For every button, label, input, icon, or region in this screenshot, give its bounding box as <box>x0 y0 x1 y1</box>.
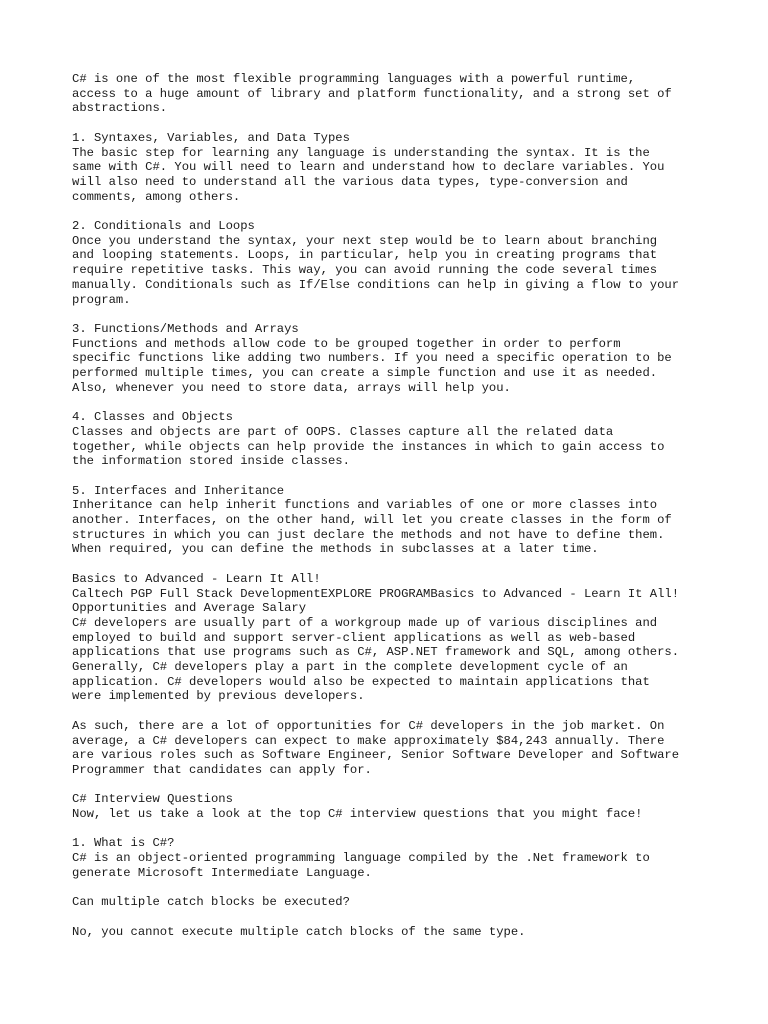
text-line: manually. Conditionals such as If/Else conditions can help in giving a flow to your <box>72 277 680 292</box>
text-line: Generally, C# developers play a part in the complete development cycle of an <box>72 660 628 675</box>
paragraph <box>72 719 722 778</box>
text-line: structures in which you can just declare the methods and not have to define them. <box>72 527 665 542</box>
paragraph <box>72 895 722 910</box>
paragraph <box>72 836 722 880</box>
text-line: C# developers are usually part of a workgroup made up of various disciplines and <box>72 615 658 630</box>
text-line: Now, let us take a look at the top C# interview questions that you might face! <box>72 807 643 822</box>
paragraph <box>72 925 722 940</box>
paragraph-first-line: 4. Classes and Objects <box>72 410 233 425</box>
text-line: will also need to understand all the various data types, type-conversion and <box>72 174 628 189</box>
text-line: Functions and methods allow code to be grouped together in order to perform <box>72 336 621 351</box>
text-line: Opportunities and Average Salary <box>72 601 307 616</box>
text-line: require repetitive tasks. This way, you can avoid running the code several times <box>72 263 658 278</box>
paragraph <box>72 484 722 558</box>
text-line: application. C# developers would also be expected to maintain applications that <box>72 674 650 689</box>
text-line: average, a C# developers can expect to make approximately $84,243 annually. There <box>72 733 665 748</box>
text-line: employed to build and support server-client applications as well as web-based <box>72 630 636 645</box>
paragraph-first-line: 1. Syntaxes, Variables, and Data Types <box>72 130 350 145</box>
paragraph-first-line: C# Interview Questions <box>72 792 233 807</box>
text-line: applications that use programs such as C#, ASP.NET framework and SQL, among others. <box>72 645 680 660</box>
text-line: together, while objects can help provide the instances in which to gain access to <box>72 439 665 454</box>
paragraph <box>72 322 722 396</box>
paragraph-first-line: Basics to Advanced - Learn It All! <box>72 571 321 586</box>
paragraph <box>72 219 722 307</box>
text-line: another. Interfaces, on the other hand, will let you create classes in the form of <box>72 513 672 528</box>
document-page <box>72 72 722 954</box>
text-line: abstractions. <box>72 101 168 116</box>
text-line: The basic step for learning any language is understanding the syntax. It is the <box>72 145 650 160</box>
text-line: Inheritance can help inherit functions and variables of one or more classes into <box>72 498 658 513</box>
paragraph-first-line: As such, there are a lot of opportunities for C# developers in the job market. On <box>72 718 665 733</box>
paragraph-first-line: C# is one of the most flexible programming languages with a powerful runtime, <box>72 72 636 86</box>
paragraph <box>72 792 722 821</box>
text-line: and looping statements. Loops, in particular, help you in creating programs that <box>72 248 658 263</box>
text-line: C# is an object-oriented programming language compiled by the .Net framework to <box>72 851 650 866</box>
paragraph-first-line: 5. Interfaces and Inheritance <box>72 483 285 498</box>
paragraph-first-line: Can multiple catch blocks be executed? <box>72 895 350 910</box>
text-line: Once you understand the syntax, your next step would be to learn about branching <box>72 233 658 248</box>
paragraph <box>72 572 722 704</box>
text-line: access to a huge amount of library and platform functionality, and a strong set of <box>72 86 672 101</box>
text-line: generate Microsoft Intermediate Language. <box>72 865 372 880</box>
paragraph <box>72 131 722 205</box>
text-line: comments, among others. <box>72 189 241 204</box>
text-line: were implemented by previous developers. <box>72 689 365 704</box>
text-line: Classes and objects are part of OOPS. Classes capture all the related data <box>72 424 614 439</box>
document-body <box>72 72 722 939</box>
paragraph <box>72 410 722 469</box>
text-line: When required, you can define the methods in subclasses at a later time. <box>72 542 599 557</box>
text-line: specific functions like adding two numbers. If you need a specific operation to be <box>72 351 672 366</box>
text-line: same with C#. You will need to learn and understand how to declare variables. You <box>72 160 665 175</box>
text-line: Programmer that candidates can apply for. <box>72 762 372 777</box>
paragraph-first-line: 2. Conditionals and Loops <box>72 219 255 233</box>
text-line: the information stored inside classes. <box>72 454 350 469</box>
text-line: program. <box>72 292 131 307</box>
text-line: Also, whenever you need to store data, arrays will help you. <box>72 380 511 395</box>
paragraph-first-line: 3. Functions/Methods and Arrays <box>72 321 299 336</box>
text-line: Caltech PGP Full Stack DevelopmentEXPLORE PROGRAMBasics to Advanced - Learn It All! <box>72 586 680 601</box>
paragraph-first-line: No, you cannot execute multiple catch blocks of the same type. <box>72 924 526 939</box>
text-line: are various roles such as Software Engineer, Senior Software Developer and Software <box>72 748 680 763</box>
paragraph <box>72 72 722 116</box>
paragraph-first-line: 1. What is C#? <box>72 836 175 851</box>
text-line: performed multiple times, you can create a simple function and use it as needed. <box>72 366 658 381</box>
